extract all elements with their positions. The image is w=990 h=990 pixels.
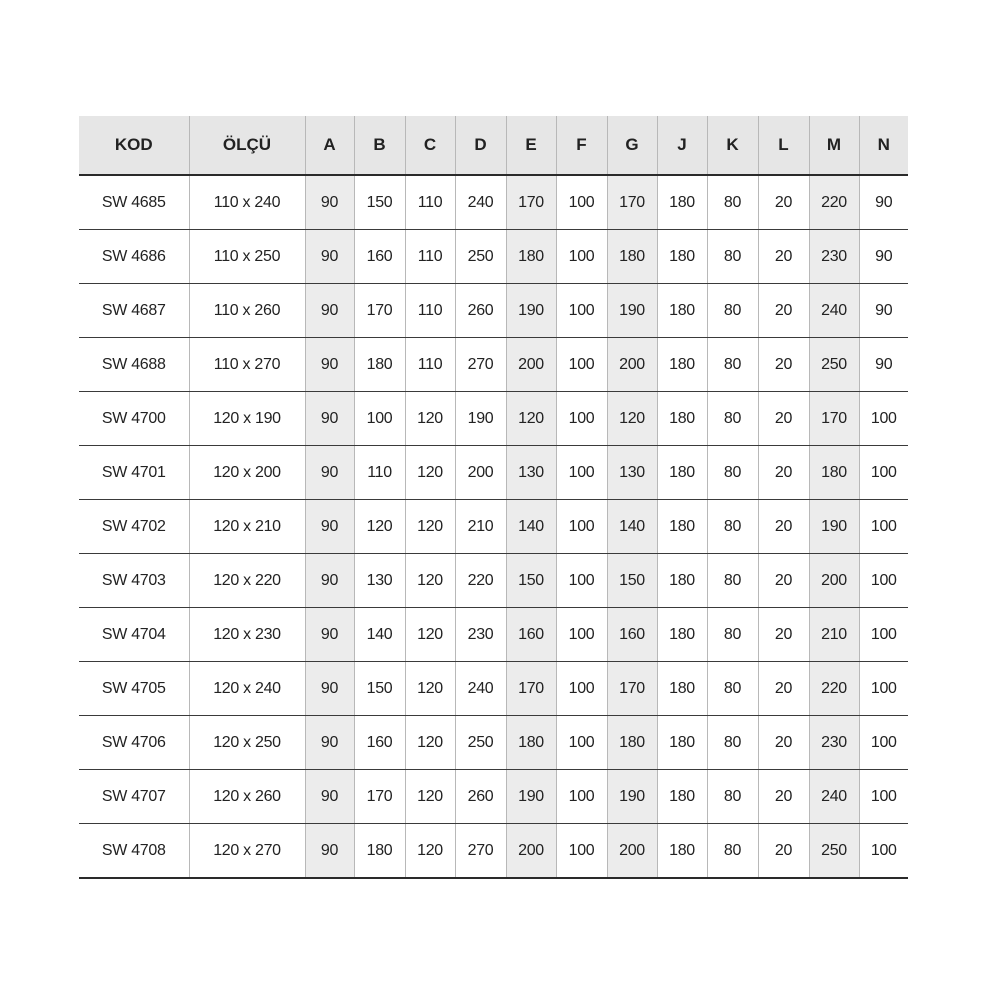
dimension-cell: 190 [607, 284, 657, 338]
dimension-cell: 90 [305, 716, 354, 770]
dimension-cell: 190 [455, 392, 506, 446]
dimension-cell: 180 [657, 554, 707, 608]
size-cell: 120 x 240 [189, 662, 305, 716]
dimension-cell: 110 [405, 230, 455, 284]
product-code-cell: SW 4686 [79, 230, 189, 284]
dimension-cell: 130 [607, 446, 657, 500]
size-cell: 120 x 220 [189, 554, 305, 608]
dimension-cell: 90 [305, 824, 354, 879]
dimension-cell: 270 [455, 824, 506, 879]
product-code-cell: SW 4685 [79, 175, 189, 230]
dimension-cell: 180 [657, 284, 707, 338]
dimension-cell: 80 [707, 608, 758, 662]
product-code-cell: SW 4702 [79, 500, 189, 554]
size-cell: 110 x 260 [189, 284, 305, 338]
dimension-cell: 110 [405, 338, 455, 392]
dimension-cell: 170 [354, 770, 405, 824]
dimension-cell: 250 [455, 230, 506, 284]
dimension-cell: 150 [354, 175, 405, 230]
header-row [79, 116, 908, 175]
dimension-cell: 180 [657, 608, 707, 662]
dimension-cell: 100 [556, 608, 607, 662]
dimension-cell: 90 [859, 284, 908, 338]
dimension-cell: 120 [405, 662, 455, 716]
dimension-cell: 90 [859, 230, 908, 284]
table-row [79, 392, 908, 446]
dimension-cell: 90 [305, 338, 354, 392]
table-row [79, 770, 908, 824]
dimension-cell: 120 [607, 392, 657, 446]
product-code-cell: SW 4701 [79, 446, 189, 500]
table-header [79, 116, 908, 175]
dimension-cell: 180 [354, 338, 405, 392]
dimension-cell: 250 [809, 824, 859, 879]
dimension-cell: 90 [305, 230, 354, 284]
dimension-cell: 230 [809, 716, 859, 770]
dimension-cell: 80 [707, 446, 758, 500]
dimension-cell: 90 [305, 554, 354, 608]
dimension-cell: 260 [455, 284, 506, 338]
dimension-table [79, 116, 908, 879]
dimension-cell: 100 [556, 716, 607, 770]
dimension-cell: 120 [405, 770, 455, 824]
dimension-cell: 220 [809, 175, 859, 230]
dimension-cell: 180 [657, 770, 707, 824]
dimension-cell: 160 [354, 716, 405, 770]
dimension-cell: 240 [809, 770, 859, 824]
dimension-cell: 130 [354, 554, 405, 608]
dimension-cell: 100 [556, 446, 607, 500]
dimension-cell: 240 [809, 284, 859, 338]
dimension-cell: 110 [354, 446, 405, 500]
dimension-cell: 80 [707, 662, 758, 716]
dimension-cell: 160 [354, 230, 405, 284]
dimension-cell: 80 [707, 500, 758, 554]
dimension-cell: 120 [405, 716, 455, 770]
table-row [79, 338, 908, 392]
dimension-cell: 180 [657, 230, 707, 284]
dimension-cell: 80 [707, 284, 758, 338]
dimension-cell: 90 [305, 662, 354, 716]
dimension-cell: 120 [405, 554, 455, 608]
dimension-cell: 220 [455, 554, 506, 608]
dimension-cell: 90 [305, 392, 354, 446]
dimension-cell: 250 [455, 716, 506, 770]
product-code-cell: SW 4706 [79, 716, 189, 770]
column-header-f: F [556, 116, 607, 175]
column-header-kod: KOD [79, 116, 189, 175]
dimension-cell: 90 [305, 500, 354, 554]
size-cell: 110 x 250 [189, 230, 305, 284]
table-row [79, 824, 908, 879]
dimension-cell: 100 [859, 608, 908, 662]
dimension-cell: 110 [405, 284, 455, 338]
dimension-cell: 20 [758, 446, 809, 500]
dimension-cell: 200 [809, 554, 859, 608]
dimension-cell: 170 [506, 662, 556, 716]
dimension-cell: 100 [556, 824, 607, 879]
dimension-cell: 90 [305, 608, 354, 662]
size-cell: 120 x 200 [189, 446, 305, 500]
dimension-cell: 180 [809, 446, 859, 500]
dimension-cell: 20 [758, 824, 809, 879]
dimension-cell: 270 [455, 338, 506, 392]
dimension-cell: 100 [556, 230, 607, 284]
size-cell: 110 x 270 [189, 338, 305, 392]
size-cell: 120 x 250 [189, 716, 305, 770]
dimension-cell: 20 [758, 230, 809, 284]
dimension-cell: 190 [809, 500, 859, 554]
product-code-cell: SW 4704 [79, 608, 189, 662]
dimension-cell: 160 [506, 608, 556, 662]
dimension-cell: 220 [809, 662, 859, 716]
product-code-cell: SW 4703 [79, 554, 189, 608]
dimension-cell: 20 [758, 500, 809, 554]
table-row [79, 500, 908, 554]
dimension-cell: 190 [506, 770, 556, 824]
dimension-cell: 250 [809, 338, 859, 392]
dimension-cell: 120 [506, 392, 556, 446]
dimension-cell: 180 [657, 338, 707, 392]
dimension-cell: 110 [405, 175, 455, 230]
dimension-cell: 90 [305, 284, 354, 338]
dimension-cell: 20 [758, 175, 809, 230]
dimension-cell: 120 [354, 500, 405, 554]
dimension-cell: 180 [657, 500, 707, 554]
dimension-cell: 20 [758, 338, 809, 392]
size-cell: 120 x 190 [189, 392, 305, 446]
dimension-cell: 80 [707, 392, 758, 446]
dimension-cell: 140 [506, 500, 556, 554]
column-header-c: C [405, 116, 455, 175]
product-code-cell: SW 4700 [79, 392, 189, 446]
dimension-cell: 100 [859, 770, 908, 824]
dimension-cell: 210 [455, 500, 506, 554]
dimension-cell: 100 [556, 392, 607, 446]
dimension-cell: 100 [556, 662, 607, 716]
dimension-cell: 160 [607, 608, 657, 662]
product-code-cell: SW 4687 [79, 284, 189, 338]
column-header-k: K [707, 116, 758, 175]
product-code-cell: SW 4705 [79, 662, 189, 716]
dimension-cell: 180 [657, 175, 707, 230]
dimension-cell: 230 [455, 608, 506, 662]
column-header-e: E [506, 116, 556, 175]
dimension-cell: 240 [455, 175, 506, 230]
dimension-cell: 190 [607, 770, 657, 824]
dimension-cell: 100 [859, 554, 908, 608]
column-header-m: M [809, 116, 859, 175]
dimension-cell: 90 [305, 770, 354, 824]
dimension-cell: 120 [405, 392, 455, 446]
dimension-cell: 190 [506, 284, 556, 338]
dimension-cell: 100 [556, 284, 607, 338]
dimension-cell: 260 [455, 770, 506, 824]
dimension-cell: 200 [607, 338, 657, 392]
column-header-n: N [859, 116, 908, 175]
column-header-b: B [354, 116, 405, 175]
dimension-cell: 150 [607, 554, 657, 608]
dimension-cell: 170 [506, 175, 556, 230]
dimension-cell: 20 [758, 554, 809, 608]
column-header-l: L [758, 116, 809, 175]
dimension-cell: 140 [354, 608, 405, 662]
dimension-cell: 80 [707, 770, 758, 824]
dimension-cell: 100 [556, 554, 607, 608]
table-row [79, 230, 908, 284]
dimension-cell: 100 [859, 824, 908, 879]
dimension-cell: 100 [556, 500, 607, 554]
dimension-cell: 170 [809, 392, 859, 446]
dimension-cell: 120 [405, 500, 455, 554]
dimension-cell: 180 [607, 230, 657, 284]
dimension-cell: 240 [455, 662, 506, 716]
dimension-cell: 230 [809, 230, 859, 284]
dimension-cell: 200 [455, 446, 506, 500]
size-cell: 120 x 260 [189, 770, 305, 824]
table-row [79, 608, 908, 662]
column-header-g: G [607, 116, 657, 175]
column-header-olcu: ÖLÇÜ [189, 116, 305, 175]
table-row [79, 716, 908, 770]
dimension-cell: 90 [305, 446, 354, 500]
dimension-cell: 150 [354, 662, 405, 716]
table-row [79, 554, 908, 608]
dimension-cell: 140 [607, 500, 657, 554]
dimension-cell: 80 [707, 554, 758, 608]
dimension-cell: 180 [506, 230, 556, 284]
dimension-cell: 120 [405, 824, 455, 879]
size-cell: 120 x 270 [189, 824, 305, 879]
dimension-cell: 20 [758, 608, 809, 662]
dimension-cell: 100 [859, 446, 908, 500]
dimension-cell: 80 [707, 230, 758, 284]
table-row [79, 446, 908, 500]
dimension-cell: 200 [506, 338, 556, 392]
dimension-cell: 100 [556, 338, 607, 392]
product-code-cell: SW 4707 [79, 770, 189, 824]
column-header-j: J [657, 116, 707, 175]
dimension-cell: 20 [758, 770, 809, 824]
dimension-cell: 20 [758, 662, 809, 716]
dimension-cell: 130 [506, 446, 556, 500]
product-code-cell: SW 4708 [79, 824, 189, 879]
dimension-cell: 100 [859, 392, 908, 446]
table-row [79, 284, 908, 338]
dimension-cell: 100 [859, 662, 908, 716]
table-row [79, 662, 908, 716]
dimension-cell: 180 [354, 824, 405, 879]
dimension-cell: 90 [305, 175, 354, 230]
dimension-cell: 180 [657, 824, 707, 879]
dimension-cell: 180 [657, 446, 707, 500]
dimension-cell: 90 [859, 175, 908, 230]
dimension-cell: 170 [607, 662, 657, 716]
dimension-cell: 80 [707, 824, 758, 879]
dimension-cell: 120 [405, 446, 455, 500]
dimension-cell: 180 [657, 716, 707, 770]
dimension-cell: 150 [506, 554, 556, 608]
size-cell: 120 x 230 [189, 608, 305, 662]
dimension-cell: 180 [657, 662, 707, 716]
dimension-cell: 100 [556, 175, 607, 230]
dimension-cell: 100 [859, 500, 908, 554]
dimension-cell: 120 [405, 608, 455, 662]
dimension-cell: 200 [506, 824, 556, 879]
dimension-cell: 100 [354, 392, 405, 446]
dimension-cell: 100 [556, 770, 607, 824]
dimension-cell: 90 [859, 338, 908, 392]
dimension-cell: 20 [758, 392, 809, 446]
size-cell: 120 x 210 [189, 500, 305, 554]
dimension-cell: 170 [607, 175, 657, 230]
dimension-cell: 180 [607, 716, 657, 770]
dimension-cell: 180 [657, 392, 707, 446]
dimension-cell: 20 [758, 284, 809, 338]
dimension-cell: 100 [859, 716, 908, 770]
dimension-cell: 170 [354, 284, 405, 338]
column-header-a: A [305, 116, 354, 175]
dimension-cell: 20 [758, 716, 809, 770]
dimension-cell: 80 [707, 175, 758, 230]
dimension-cell: 210 [809, 608, 859, 662]
table-body [79, 175, 908, 878]
table-row [79, 175, 908, 230]
column-header-d: D [455, 116, 506, 175]
dimension-cell: 80 [707, 338, 758, 392]
product-code-cell: SW 4688 [79, 338, 189, 392]
dimension-cell: 200 [607, 824, 657, 879]
dimension-cell: 80 [707, 716, 758, 770]
dimension-cell: 180 [506, 716, 556, 770]
size-cell: 110 x 240 [189, 175, 305, 230]
